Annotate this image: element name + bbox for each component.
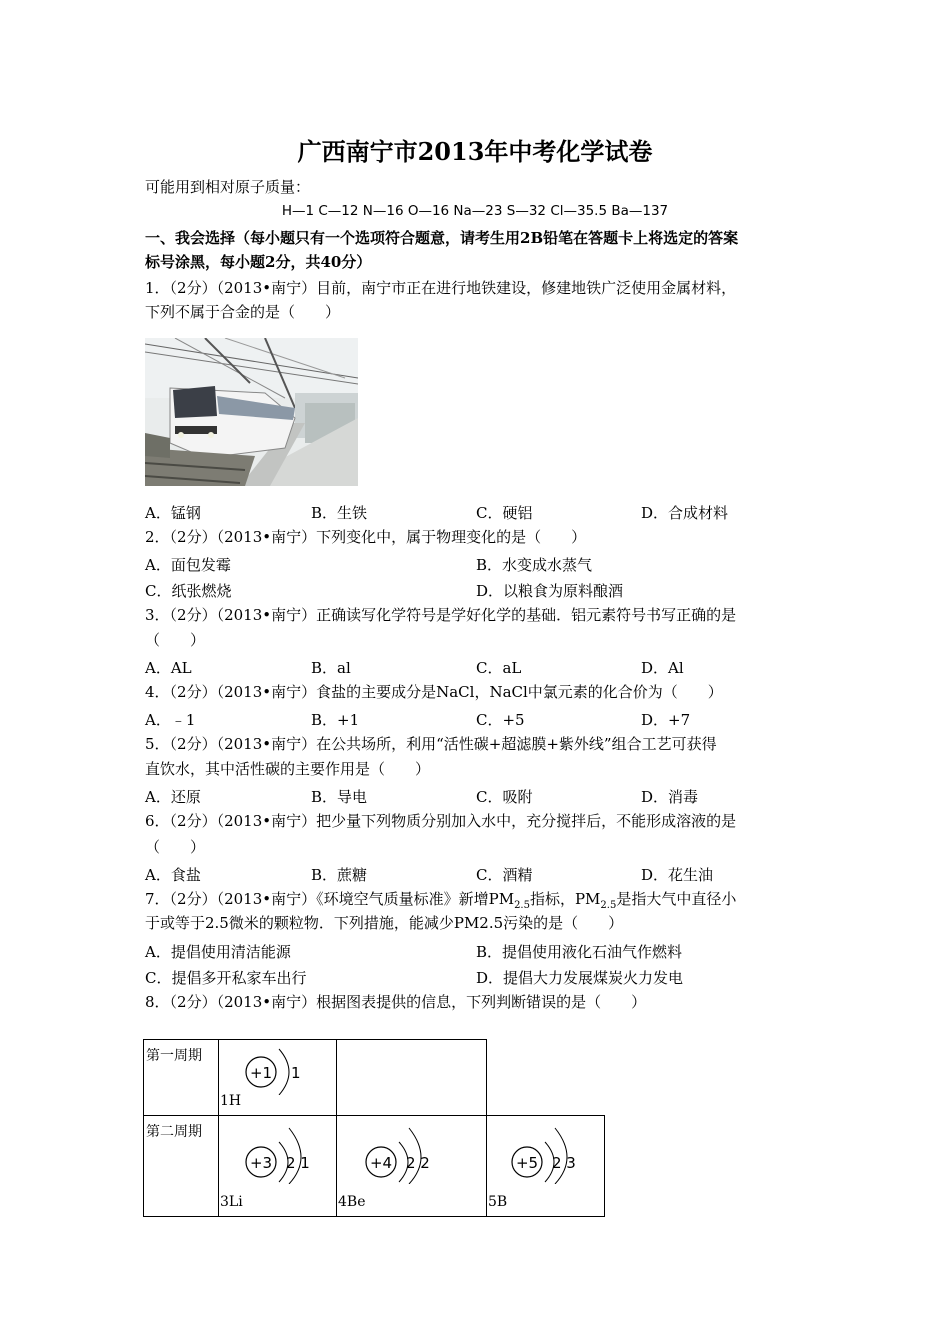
question-3-option-a: A．AL — [145, 659, 192, 677]
question-8-line1: 8．（2分）（2013•南宁）根据图表提供的信息，下列判断错误的是（ ） — [145, 993, 647, 1011]
question-5-option-c: C．吸附 — [476, 788, 533, 806]
question-3-line1: 3．（2分）（2013•南宁）正确读写化学符号是学好化学的基础．铝元素符号书写正确的是 — [145, 606, 737, 624]
subway-train-photo — [145, 338, 358, 486]
subway-train-image — [145, 338, 358, 486]
element-label-beryllium: 4Be — [338, 1194, 366, 1210]
element-cell-boron — [486, 1115, 605, 1217]
question-5-option-b: B．导电 — [311, 788, 368, 806]
question-7-option-a: A．提倡使用清洁能源 — [145, 943, 291, 961]
question-4-option-d: D．+7 — [641, 711, 691, 729]
element-label-boron: 5B — [488, 1194, 508, 1210]
section-heading-line1: 一、我会选择（每小题只有一个选项符合题意，请考生用2B铅笔在答题卡上将选定的答案 — [145, 229, 739, 247]
question-6-line2: （ ） — [145, 838, 206, 856]
element-label-lithium: 3Li — [220, 1194, 243, 1210]
question-6-option-c: C．酒精 — [476, 866, 533, 884]
question-3-option-d: D．Al — [641, 659, 684, 677]
question-5-option-a: A．还原 — [145, 788, 201, 806]
question-4-option-b: B．+1 — [311, 711, 360, 729]
hydrogen-atom-diagram — [239, 1043, 334, 1095]
question-7-line2: 于或等于2.5微米的颗粒物．下列措施，能减少PM2.5污染的是（ ） — [145, 914, 624, 932]
question-7-option-b: B．提倡使用液化石油气作燃料 — [476, 943, 683, 961]
section-heading-line2: 标号涂黑，每小题2分，共40分） — [145, 253, 372, 271]
period2-label-cell — [143, 1115, 219, 1217]
boron-atom-diagram — [505, 1120, 600, 1184]
shell-electrons: 2 1 — [286, 1154, 310, 1172]
atomic-mass-intro: 可能用到相对原子质量： — [145, 178, 311, 196]
electron-shell-arc — [279, 1049, 289, 1095]
question-5-line2: 直饮水，其中活性碳的主要作用是（ ） — [145, 760, 431, 778]
period2-label: 第二周期 — [146, 1124, 202, 1140]
question-6-line1: 6．（2分）（2013•南宁）把少量下列物质分别加入水中，充分搅拌后，不能形成溶液的是 — [145, 812, 737, 830]
question-6-option-b: B．蔗糖 — [311, 866, 368, 884]
question-1-option-b: B．生铁 — [311, 504, 368, 522]
question-2-option-c: C．纸张燃烧 — [145, 582, 232, 600]
question-4-option-a: A．﹣1 — [145, 711, 196, 729]
question-6-option-d: D．花生油 — [641, 866, 714, 884]
period1-label: 第一周期 — [146, 1048, 202, 1064]
question-3-line2: （ ） — [145, 631, 206, 649]
element-cell-lithium — [218, 1115, 337, 1217]
question-4-option-c: C．+5 — [476, 711, 525, 729]
page-title: 广西南宁市2013年中考化学试卷 — [297, 137, 653, 166]
question-2-option-b: B．水变成水蒸气 — [476, 556, 593, 574]
element-cell-beryllium — [336, 1115, 487, 1217]
question-3-option-c: C．aL — [476, 659, 522, 677]
question-1-line1: 1．（2分）（2013•南宁）目前，南宁市正在进行地铁建设，修建地铁广泛使用金属材料， — [145, 279, 737, 297]
question-5-line1: 5．（2分）（2013•南宁）在公共场所，利用“活性碳+超滤膜+紫外线”组合工艺可获得 — [145, 735, 717, 753]
empty-cell — [336, 1039, 487, 1116]
question-4-line1: 4．（2分）（2013•南宁）食盐的主要成分是NaCl，NaCl中氯元素的化合价为（ ） — [145, 683, 723, 701]
question-7-line1: 7．（2分）（2013•南宁）《环境空气质量标准》新增$PM_{2.5}$指标，$PM_{2.5}$是指大气中直径小 — [145, 890, 737, 911]
question-6-option-a: A．食盐 — [145, 866, 201, 884]
nucleus-charge: +3 — [249, 1154, 273, 1172]
question-5-option-d: D．消毒 — [641, 788, 699, 806]
shell-electrons: 1 — [291, 1064, 301, 1082]
beryllium-atom-diagram — [359, 1120, 459, 1184]
question-2-option-d: D．以粮食为原料酿酒 — [476, 582, 624, 600]
nucleus-charge: +1 — [249, 1064, 273, 1082]
shell-electrons: 2 2 — [406, 1154, 430, 1172]
nucleus-charge: +4 — [369, 1154, 393, 1172]
element-cell-hydrogen — [218, 1039, 337, 1116]
question-2-line1: 2．（2分）（2013•南宁）下列变化中，属于物理变化的是（ ） — [145, 528, 587, 546]
question-1-option-c: C．硬铝 — [476, 504, 533, 522]
question-7-option-d: D．提倡大力发展煤炭火力发电 — [476, 969, 684, 987]
question-1-option-d: D．合成材料 — [641, 504, 729, 522]
lithium-atom-diagram — [239, 1120, 334, 1184]
question-1-line2: 下列不属于合金的是（ ） — [145, 303, 341, 321]
question-2-option-a: A．面包发霉 — [145, 556, 231, 574]
shell-electrons: 2 3 — [552, 1154, 576, 1172]
atomic-mass-list: H—1 C—12 N—16 O—16 Na—23 S—32 Cl—35.5 Ba—137 — [281, 203, 669, 219]
nucleus-charge: +5 — [515, 1154, 539, 1172]
question-3-option-b: B．al — [311, 659, 351, 677]
element-label-hydrogen: 1H — [220, 1093, 242, 1109]
question-1-option-a: A．锰钢 — [145, 504, 201, 522]
period1-label-cell — [143, 1039, 219, 1116]
question-7-option-c: C．提倡多开私家车出行 — [145, 969, 307, 987]
